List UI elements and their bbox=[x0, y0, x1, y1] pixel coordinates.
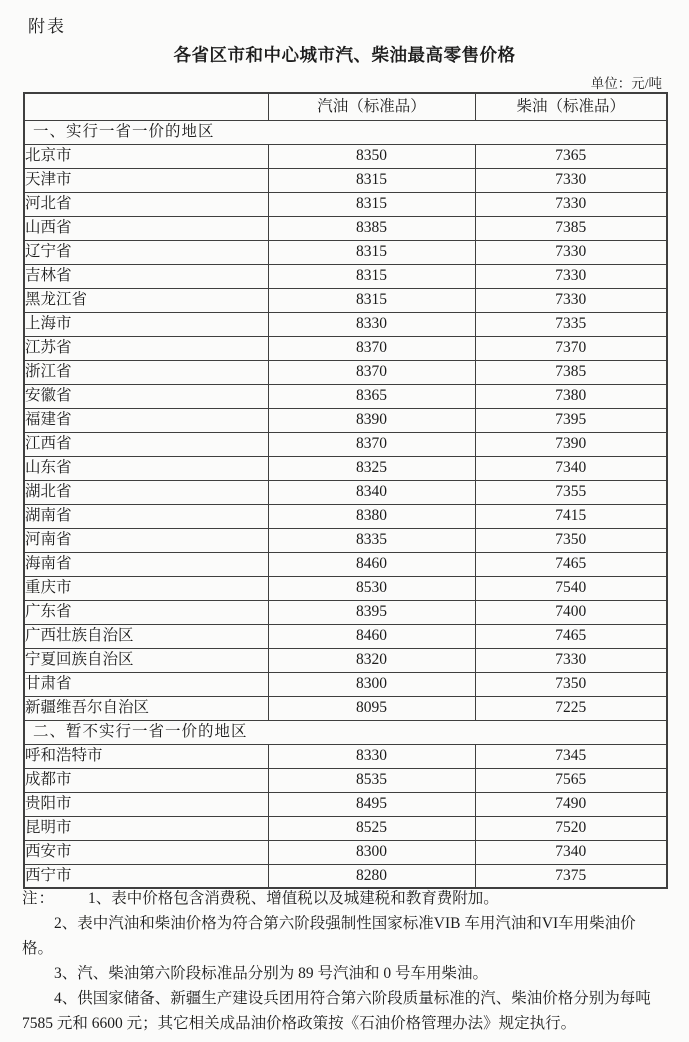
table-row bbox=[24, 816, 667, 840]
price-table-header bbox=[24, 93, 667, 120]
table-row bbox=[24, 336, 667, 360]
gasoline-cell: 8460 bbox=[268, 552, 475, 576]
table-row bbox=[24, 864, 667, 888]
diesel-cell: 7465 bbox=[475, 624, 667, 648]
gasoline-cell: 8370 bbox=[268, 336, 475, 360]
table-row bbox=[24, 216, 667, 240]
table-row bbox=[24, 528, 667, 552]
gasoline-cell: 8315 bbox=[268, 264, 475, 288]
gasoline-cell: 8300 bbox=[268, 672, 475, 696]
diesel-cell: 7540 bbox=[475, 576, 667, 600]
gasoline-cell: 8330 bbox=[268, 312, 475, 336]
diesel-cell: 7330 bbox=[475, 264, 667, 288]
diesel-cell: 7400 bbox=[475, 600, 667, 624]
region-cell: 江西省 bbox=[24, 432, 268, 456]
table-row bbox=[24, 408, 667, 432]
gasoline-cell: 8365 bbox=[268, 384, 475, 408]
table-row bbox=[24, 432, 667, 456]
region-cell: 昆明市 bbox=[24, 816, 268, 840]
gasoline-cell: 8385 bbox=[268, 216, 475, 240]
note-item-1: 1、表中价格包含消费税、增值税以及城建税和教育费附加。 bbox=[88, 890, 499, 907]
region-cell: 广东省 bbox=[24, 600, 268, 624]
gasoline-cell: 8390 bbox=[268, 408, 475, 432]
table-row bbox=[24, 792, 667, 816]
diesel-cell: 7350 bbox=[475, 528, 667, 552]
diesel-cell: 7375 bbox=[475, 864, 667, 888]
gasoline-cell: 8300 bbox=[268, 840, 475, 864]
gasoline-cell: 8525 bbox=[268, 816, 475, 840]
diesel-cell: 7340 bbox=[475, 456, 667, 480]
region-cell: 江苏省 bbox=[24, 336, 268, 360]
gasoline-cell: 8095 bbox=[268, 696, 475, 720]
diesel-cell: 7330 bbox=[475, 168, 667, 192]
region-cell: 北京市 bbox=[24, 144, 268, 168]
section-header-row bbox=[24, 120, 667, 144]
page-title: 各省区市和中心城市汽、柴油最高零售价格 bbox=[173, 45, 516, 65]
gasoline-cell: 8280 bbox=[268, 864, 475, 888]
section-label: 一、实行一省一价的地区 bbox=[24, 120, 667, 144]
diesel-cell: 7390 bbox=[475, 432, 667, 456]
gasoline-cell: 8495 bbox=[268, 792, 475, 816]
gasoline-cell: 8330 bbox=[268, 744, 475, 768]
region-cell: 河南省 bbox=[24, 528, 268, 552]
table-row bbox=[24, 288, 667, 312]
diesel-cell: 7330 bbox=[475, 192, 667, 216]
note-item-2: 2、表中汽油和柴油价格为符合第六阶段强制性国家标准VIB 车用汽油和VI车用柴油价格。 bbox=[22, 915, 636, 957]
region-cell: 福建省 bbox=[24, 408, 268, 432]
region-cell: 浙江省 bbox=[24, 360, 268, 384]
gasoline-cell: 8380 bbox=[268, 504, 475, 528]
gasoline-cell: 8315 bbox=[268, 168, 475, 192]
gasoline-cell: 8325 bbox=[268, 456, 475, 480]
note-item-4: 4、供国家储备、新疆生产建设兵团用符合第六阶段质量标准的汽、柴油价格分别为每吨7585 元和 6600 元；其它相关成品油价格政策按《石油价格管理办法》规定执行。 bbox=[22, 990, 651, 1032]
diesel-cell: 7395 bbox=[475, 408, 667, 432]
region-cell: 呼和浩特市 bbox=[24, 744, 268, 768]
gasoline-cell: 8395 bbox=[268, 600, 475, 624]
region-cell: 海南省 bbox=[24, 552, 268, 576]
region-cell: 山东省 bbox=[24, 456, 268, 480]
diesel-cell: 7565 bbox=[475, 768, 667, 792]
table-row bbox=[24, 648, 667, 672]
gasoline-cell: 8315 bbox=[268, 192, 475, 216]
table-row bbox=[24, 840, 667, 864]
notes-prefix: 注： bbox=[22, 890, 56, 907]
unit-label: 单位：元/吨 bbox=[590, 76, 662, 91]
table-row bbox=[24, 504, 667, 528]
region-cell: 西宁市 bbox=[24, 864, 268, 888]
gasoline-cell: 8315 bbox=[268, 288, 475, 312]
region-cell: 河北省 bbox=[24, 192, 268, 216]
section-label: 二、暂不实行一省一价的地区 bbox=[24, 720, 667, 744]
region-cell: 山西省 bbox=[24, 216, 268, 240]
table-row bbox=[24, 168, 667, 192]
diesel-cell: 7225 bbox=[475, 696, 667, 720]
table-row bbox=[24, 264, 667, 288]
region-cell: 成都市 bbox=[24, 768, 268, 792]
gasoline-cell: 8335 bbox=[268, 528, 475, 552]
gasoline-cell: 8315 bbox=[268, 240, 475, 264]
region-cell: 甘肃省 bbox=[24, 672, 268, 696]
region-cell: 西安市 bbox=[24, 840, 268, 864]
table-row bbox=[24, 576, 667, 600]
section-header-row bbox=[24, 720, 667, 744]
region-cell: 安徽省 bbox=[24, 384, 268, 408]
price-table-body bbox=[24, 120, 667, 888]
diesel-cell: 7355 bbox=[475, 480, 667, 504]
diesel-cell: 7490 bbox=[475, 792, 667, 816]
region-cell: 新疆维吾尔自治区 bbox=[24, 696, 268, 720]
diesel-cell: 7350 bbox=[475, 672, 667, 696]
table-row bbox=[24, 312, 667, 336]
table-row bbox=[24, 672, 667, 696]
region-cell: 上海市 bbox=[24, 312, 268, 336]
table-row bbox=[24, 384, 667, 408]
table-row bbox=[24, 744, 667, 768]
region-cell: 湖南省 bbox=[24, 504, 268, 528]
table-row bbox=[24, 696, 667, 720]
region-cell: 宁夏回族自治区 bbox=[24, 648, 268, 672]
diesel-cell: 7385 bbox=[475, 360, 667, 384]
col-header-diesel: 柴油（标准品） bbox=[475, 93, 667, 120]
table-row bbox=[24, 552, 667, 576]
table-row bbox=[24, 144, 667, 168]
region-cell: 广西壮族自治区 bbox=[24, 624, 268, 648]
diesel-cell: 7330 bbox=[475, 648, 667, 672]
diesel-cell: 7370 bbox=[475, 336, 667, 360]
table-row bbox=[24, 240, 667, 264]
table-row bbox=[24, 456, 667, 480]
col-header-gasoline: 汽油（标准品） bbox=[268, 93, 475, 120]
gasoline-cell: 8460 bbox=[268, 624, 475, 648]
diesel-cell: 7335 bbox=[475, 312, 667, 336]
gasoline-cell: 8370 bbox=[268, 360, 475, 384]
diesel-cell: 7520 bbox=[475, 816, 667, 840]
gasoline-cell: 8370 bbox=[268, 432, 475, 456]
table-row bbox=[24, 624, 667, 648]
header-row bbox=[24, 93, 667, 120]
diesel-cell: 7465 bbox=[475, 552, 667, 576]
gasoline-cell: 8320 bbox=[268, 648, 475, 672]
region-cell: 吉林省 bbox=[24, 264, 268, 288]
diesel-cell: 7415 bbox=[475, 504, 667, 528]
col-header-region bbox=[24, 93, 268, 120]
notes bbox=[22, 886, 656, 1036]
table-row bbox=[24, 192, 667, 216]
annex-label: 附表 bbox=[28, 17, 66, 36]
gasoline-cell: 8350 bbox=[268, 144, 475, 168]
gasoline-cell: 8530 bbox=[268, 576, 475, 600]
region-cell: 重庆市 bbox=[24, 576, 268, 600]
note-line-1 bbox=[22, 886, 656, 911]
region-cell: 黑龙江省 bbox=[24, 288, 268, 312]
note-item-3: 3、汽、柴油第六阶段标准品分别为 89 号汽油和 0 号车用柴油。 bbox=[54, 965, 489, 982]
diesel-cell: 7380 bbox=[475, 384, 667, 408]
region-cell: 贵阳市 bbox=[24, 792, 268, 816]
diesel-cell: 7340 bbox=[475, 840, 667, 864]
diesel-cell: 7330 bbox=[475, 288, 667, 312]
table-row bbox=[24, 600, 667, 624]
table-row bbox=[24, 768, 667, 792]
region-cell: 天津市 bbox=[24, 168, 268, 192]
gasoline-cell: 8340 bbox=[268, 480, 475, 504]
diesel-cell: 7330 bbox=[475, 240, 667, 264]
diesel-cell: 7385 bbox=[475, 216, 667, 240]
region-cell: 湖北省 bbox=[24, 480, 268, 504]
diesel-cell: 7345 bbox=[475, 744, 667, 768]
table-row bbox=[24, 360, 667, 384]
table-row bbox=[24, 480, 667, 504]
diesel-cell: 7365 bbox=[475, 144, 667, 168]
region-cell: 辽宁省 bbox=[24, 240, 268, 264]
price-table bbox=[23, 92, 668, 889]
gasoline-cell: 8535 bbox=[268, 768, 475, 792]
